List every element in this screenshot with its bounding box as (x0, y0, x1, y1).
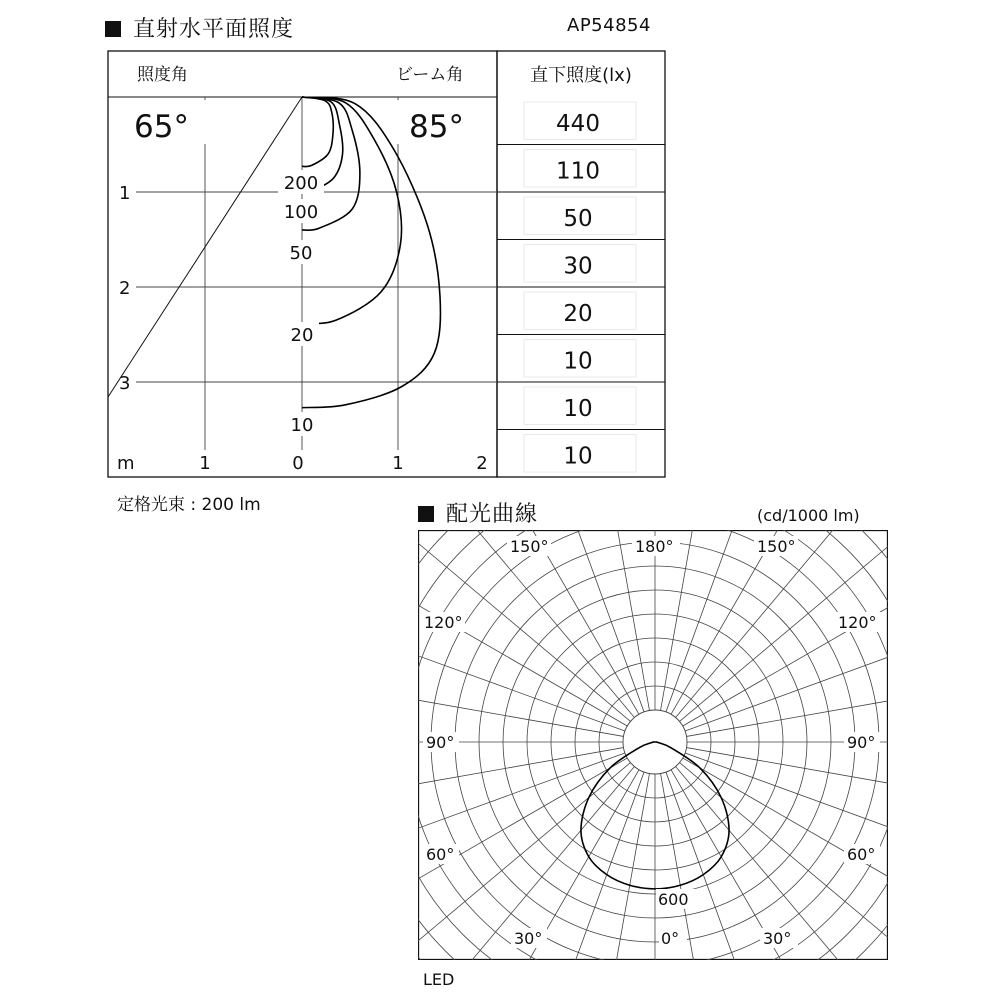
x-tick-0: 0 (292, 453, 304, 474)
angle-label-30-right: 30° (763, 929, 792, 948)
y-tick-1: 1 (119, 183, 131, 204)
angle-label-120-left: 120° (424, 613, 463, 632)
y-tick-3: 3 (119, 373, 131, 394)
x-tick-right-2: 2 (476, 453, 488, 474)
angle-label-90-left: 90° (426, 733, 455, 752)
isolux-curve-200 (302, 97, 333, 167)
angle-label-60-right: 60° (847, 845, 876, 864)
x-tick-right-1: 1 (392, 453, 404, 474)
angle-label-0: 0° (661, 929, 680, 948)
x-tick-left-1: 1 (199, 453, 211, 474)
contour-label-100: 100 (283, 202, 319, 223)
illuminance-section-title: 直射水平面照度 (105, 12, 294, 43)
rated-luminous-flux: 定格光束 : 200 lm (117, 495, 261, 515)
y-tick-2: 2 (119, 278, 131, 299)
square-bullet-icon (418, 506, 434, 522)
direct-illuminance-value: 30 (563, 253, 593, 280)
direct-illuminance-header: 直下照度(lx) (530, 65, 632, 86)
angle-label-150-left: 150° (510, 537, 549, 556)
illuminance-angle-value: 65° (134, 109, 189, 145)
angle-label-60-left: 60° (426, 845, 455, 864)
model-number: AP54854 (567, 15, 651, 36)
angle-label-120-right: 120° (838, 613, 877, 632)
angle-label-30-left: 30° (514, 929, 543, 948)
contour-label-10: 10 (290, 415, 314, 436)
direct-illuminance-value: 440 (556, 111, 600, 137)
light-source-label: LED (423, 970, 455, 989)
direct-illuminance-value: 10 (563, 443, 593, 470)
direct-illuminance-value: 10 (563, 396, 593, 422)
contour-label-50: 50 (289, 243, 313, 264)
distribution-section-title: 配光曲線 (418, 497, 538, 528)
beam-angle-value: 85° (409, 109, 464, 145)
contour-label-20: 20 (290, 325, 314, 346)
chart-grid (136, 97, 497, 450)
angle-label-150-right: 150° (757, 537, 796, 556)
x-axis-unit: m (117, 453, 135, 474)
direct-illuminance-value: 50 (563, 206, 593, 232)
light-distribution-chart (418, 530, 888, 960)
illuminance-angle-label: 照度角 (137, 65, 188, 85)
direct-illuminance-value: 10 (563, 348, 593, 375)
contour-labels (276, 170, 326, 436)
distribution-unit: (cd/1000 lm) (757, 506, 860, 525)
angle-label-180: 180° (635, 537, 674, 556)
radial-scale-label: 600 (658, 890, 689, 909)
direct-illuminance-value: 20 (563, 301, 593, 327)
contour-label-200: 200 (283, 173, 319, 194)
direct-illuminance-value: 110 (556, 158, 600, 185)
angle-label-90-right: 90° (847, 733, 876, 752)
beam-angle-label: ビーム角 (396, 65, 464, 85)
